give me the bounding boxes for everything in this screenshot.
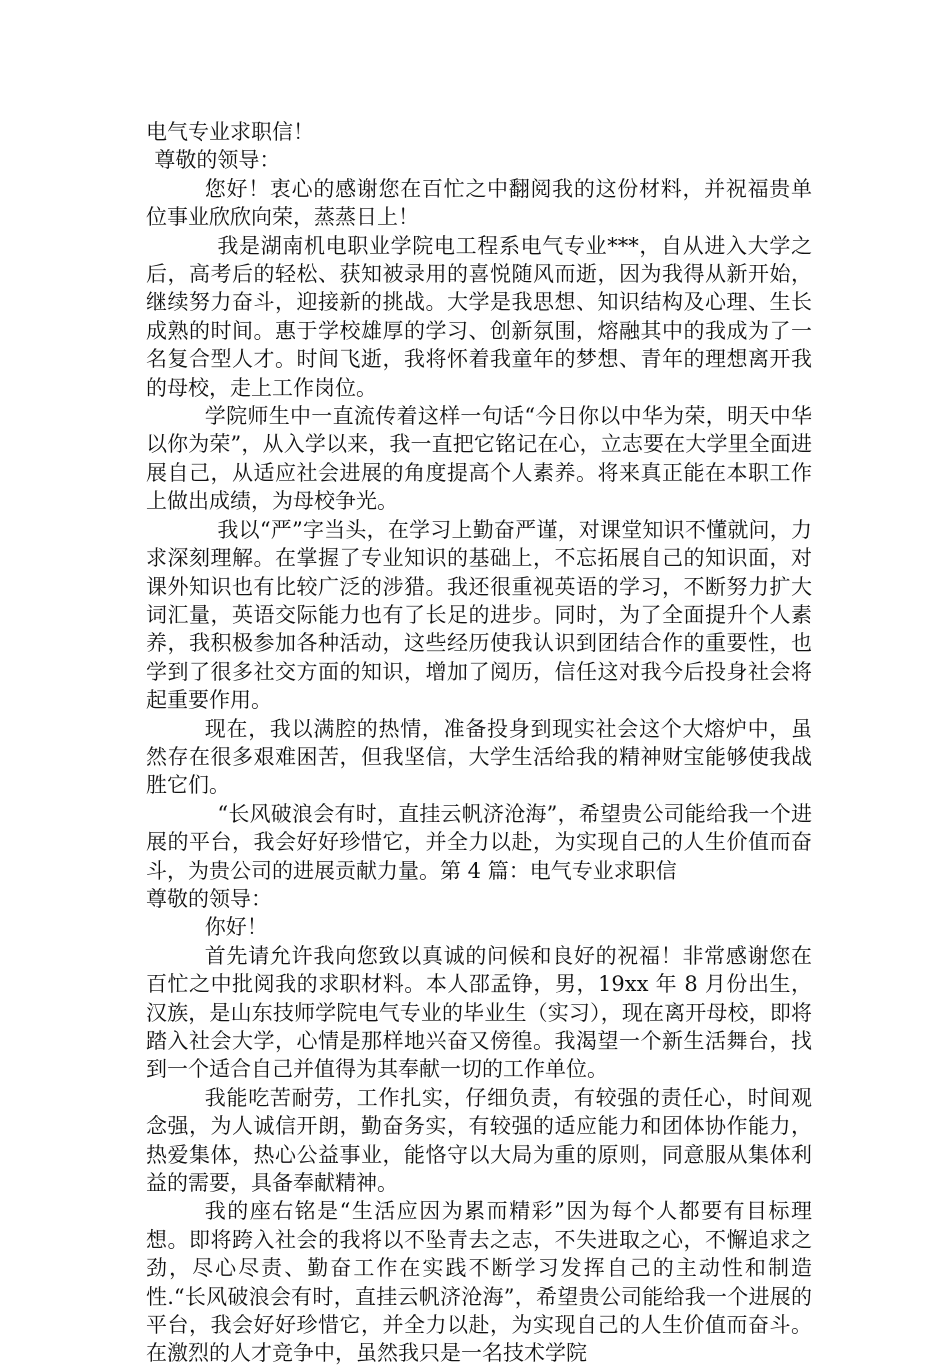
- paragraph: 学院师生中一直流传着这样一句话“今日你以中华为荣，明天中华以你为荣”，从入学以来，我一直把它铭记在心，立志要在大学里全面进展自己，从适应社会进展的角度提高个人素养。将来真正能在本职工作上做出成绩，为母校争光。: [146, 404, 812, 514]
- salutation: 尊敬的领导：: [146, 886, 272, 911]
- paragraph: “长风破浪会有时，直挂云帆济沧海”，希望贵公司能给我一个进展的平台，我会好好珍惜它，并全力以赴，为实现自己的人生价值而奋斗，为贵公司的进展贡献力量。第 4 篇：电气专业求职信: [146, 801, 812, 883]
- paragraph: 我是湖南机电职业学院电工程系电气专业***，自从进入大学之后，高考后的轻松、获知被录用的喜悦随风而逝，因为我得从新开始，继续努力奋斗，迎接新的挑战。大学是我思想、知识结构及心理、生长成熟的时间。惠于学校雄厚的学习、创新氛围，熔融其中的我成为了一名复合型人才。时间飞逝，我将怀着我童年的梦想、青年的理想离开我的母校，走上工作岗位。: [146, 233, 812, 400]
- greeting: 你好！: [204, 915, 268, 940]
- paragraph: 我的座右铭是“生活应因为累而精彩”因为每个人都要有目标理想。即将跨入社会的我将以不坠青去之志，不失进取之心，不懈追求之劲，尽心尽责、勤奋工作在实践不断学习发挥自己的主动性和制造性.“长风破浪会有时，直挂云帆济沧海”，希望贵公司能给我一个进展的平台，我会好好珍惜它，并全力以赴，为实现自己的人生价值而奋斗。在激烈的人才竞争中，虽然我只是一名技术学院: [146, 1199, 812, 1366]
- paragraph: 首先请允许我向您致以真诚的问候和良好的祝福！非常感谢您在百忙之中批阅我的求职材料。本人邵孟铮，男，19xx 年 8 月份出生，汉族，是山东技师学院电气专业的毕业生（实习），现在离开母校，即将踏入社会大学，心情是那样地兴奋又傍徨。我渴望一个新生活舞台，找到一个适合自己并值得为其奉献一切的工作单位。: [146, 943, 812, 1082]
- document-title: 电气专业求职信！: [146, 120, 314, 144]
- document-page: [146, 118, 812, 1368]
- paragraph: 您好！衷心的感谢您在百忙之中翻阅我的这份材料，并祝福贵单位事业欣欣向荣，蒸蒸日上！: [146, 176, 812, 230]
- paragraph: 我以“严”字当头，在学习上勤奋严谨，对课堂知识不懂就问，力求深刻理解。在掌握了专业知识的基础上，不忘拓展自己的知识面，对课外知识也有比较广泛的涉猎。我还很重视英语的学习，不断努力扩大词汇量，英语交际能力也有了长足的进步。同时，为了全面提升个人素养，我积极参加各种活动，这些经历使我认识到团结合作的重要性，也学到了很多社交方面的知识，增加了阅历，信任这对我今后投身社会将起重要作用。: [146, 517, 812, 713]
- paragraph: 现在，我以满腔的热情，准备投身到现实社会这个大熔炉中，虽然存在很多艰难困苦，但我坚信，大学生活给我的精神财宝能够使我战胜它们。: [146, 716, 812, 798]
- salutation: 尊敬的领导：: [154, 148, 281, 173]
- paragraph: 我能吃苦耐劳，工作扎实，仔细负责，有较强的责任心，时间观念强，为人诚信开朗，勤奋务实，有较强的适应能力和团体协作能力，热爱集体，热心公益事业，能恪守以大局为重的原则，同意服从集体利益的需要，具备奉献精神。: [146, 1085, 812, 1196]
